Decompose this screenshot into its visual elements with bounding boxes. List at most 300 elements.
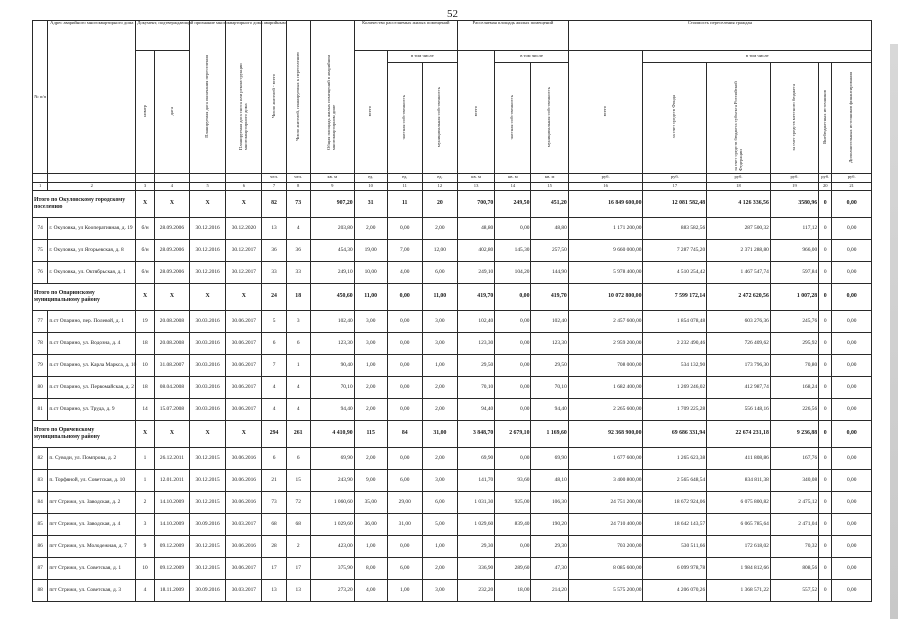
header-cost-all: всего bbox=[568, 51, 643, 174]
header-total-area: Общая площадь жилых помещений в аварийном многоквартирном доме bbox=[310, 21, 354, 174]
address-cell: п.ст Опарино, пер. Полевой, д. 1 bbox=[48, 310, 136, 332]
cell-area: 249,10 bbox=[310, 261, 354, 283]
cell-demol: 30.12.2020 bbox=[226, 217, 262, 239]
cell-docnum: 4 bbox=[136, 579, 155, 601]
cell-e2: 0,00 bbox=[832, 283, 872, 310]
cell-cl: 226,56 bbox=[770, 398, 818, 420]
cell-demol: 30.06.2017 bbox=[226, 332, 262, 354]
cell-q: 8,00 bbox=[354, 557, 387, 579]
cell-cl: 70,32 bbox=[770, 535, 818, 557]
cell-demol: 30.06.2016 bbox=[226, 535, 262, 557]
cell-q: 3,00 bbox=[354, 310, 387, 332]
cell-qm: 2,00 bbox=[422, 557, 457, 579]
cell-docnum: 1 bbox=[136, 447, 155, 469]
cell-pplp: 72 bbox=[286, 491, 310, 513]
header-demolish-date: Планируемая дата сноса или реконструкции многоквартирного дома bbox=[226, 21, 262, 174]
cell-qm: 6,00 bbox=[422, 491, 457, 513]
header-area-vacated: Расселяемая площадь жилых помещений bbox=[457, 21, 568, 51]
cell-area: 243,90 bbox=[310, 469, 354, 491]
column-number: 6 bbox=[226, 182, 262, 190]
cell-cl: 9 236,88 bbox=[770, 420, 818, 447]
cell-c: 9 660 000,00 bbox=[568, 239, 643, 261]
cell-qp: 0,00 bbox=[387, 535, 422, 557]
address-cell: п. Суводи, ул. Помпрова, д. 2 bbox=[48, 447, 136, 469]
cell-area: 69,90 bbox=[310, 447, 354, 469]
resettlement-table bbox=[32, 20, 872, 602]
column-number: 18 bbox=[707, 182, 771, 190]
cell-ppl: 13 bbox=[262, 579, 286, 601]
cell-cf: 1 854 078,48 bbox=[643, 310, 707, 332]
cell-am: 419,70 bbox=[531, 283, 568, 310]
cell-am: 214,20 bbox=[531, 579, 568, 601]
table-row bbox=[33, 217, 872, 239]
cell-qp: 6,00 bbox=[387, 557, 422, 579]
cell-demol: X bbox=[226, 283, 262, 310]
cell-qp: 0,00 bbox=[387, 354, 422, 376]
cell-qp: 1,00 bbox=[387, 579, 422, 601]
cell-c: 2 265 600,00 bbox=[568, 398, 643, 420]
cell-e1: 0 bbox=[819, 579, 832, 601]
cell-pplp: 68 bbox=[286, 513, 310, 535]
header-people-planned: Число жителей, планируемых к переселению bbox=[286, 21, 310, 174]
cell-docnum: X bbox=[136, 283, 155, 310]
cell-e1: 0 bbox=[819, 420, 832, 447]
column-number: 7 bbox=[262, 182, 286, 190]
cell-c: 92 368 900,00 bbox=[568, 420, 643, 447]
cell-ppl: 7 bbox=[262, 354, 286, 376]
row-number: 76 bbox=[33, 261, 48, 283]
cell-ap: 18,00 bbox=[495, 579, 531, 601]
cell-cr: 4 126 336,56 bbox=[707, 190, 771, 217]
cell-q: 35,00 bbox=[354, 491, 387, 513]
unit-cell: руб. bbox=[568, 173, 643, 182]
cell-cl: 295,92 bbox=[770, 332, 818, 354]
cell-qp: 31,00 bbox=[387, 513, 422, 535]
cell-e1: 0 bbox=[819, 283, 832, 310]
cell-ppl: 6 bbox=[262, 332, 286, 354]
cell-q: 19,00 bbox=[354, 239, 387, 261]
address-cell: п. Торфяной, ул. Советская, д. 10 bbox=[48, 469, 136, 491]
cell-ap: 0,00 bbox=[495, 310, 531, 332]
cell-ppl: 13 bbox=[262, 217, 286, 239]
cell-pplp: 13 bbox=[286, 579, 310, 601]
cell-cf: 2 565 648,54 bbox=[643, 469, 707, 491]
cell-qp: 29,00 bbox=[387, 491, 422, 513]
cell-demol: 30.06.2017 bbox=[226, 557, 262, 579]
total-label: Итого по Оричевскому муниципальному району bbox=[33, 420, 136, 447]
cell-e1: 0 bbox=[819, 376, 832, 398]
unit-cell: руб. bbox=[643, 173, 707, 182]
header-cost-incl: в том числе bbox=[643, 51, 872, 63]
cell-e2: 0,00 bbox=[832, 354, 872, 376]
cell-cf: 12 081 582,48 bbox=[643, 190, 707, 217]
cell-e2: 0,00 bbox=[832, 557, 872, 579]
cell-cl: 597,84 bbox=[770, 261, 818, 283]
cell-ap: 2 679,10 bbox=[495, 420, 531, 447]
cell-area: 273,20 bbox=[310, 579, 354, 601]
cell-cf: 4 206 070,26 bbox=[643, 579, 707, 601]
cell-docdate: 12.01.2011 bbox=[154, 469, 189, 491]
row-number: 78 bbox=[33, 332, 48, 354]
cell-docdate: 28.09.2006 bbox=[154, 239, 189, 261]
cell-area: 450,60 bbox=[310, 283, 354, 310]
column-number: 5 bbox=[190, 182, 226, 190]
cell-e2: 0,00 bbox=[832, 310, 872, 332]
cell-demol: 30.03.2017 bbox=[226, 579, 262, 601]
cell-cr: 172 618,02 bbox=[707, 535, 771, 557]
cell-q: 4,00 bbox=[354, 579, 387, 601]
table-row bbox=[33, 332, 872, 354]
total-row bbox=[33, 283, 872, 310]
cell-q: 31 bbox=[354, 190, 387, 217]
cell-plan: 30.03.2016 bbox=[190, 398, 226, 420]
cell-demol: 30.06.2016 bbox=[226, 491, 262, 513]
cell-plan: 30.03.2016 bbox=[190, 310, 226, 332]
cell-docdate: 08.04.2008 bbox=[154, 376, 189, 398]
unit-cell: руб. bbox=[770, 173, 818, 182]
table-row bbox=[33, 376, 872, 398]
cell-am: 102,40 bbox=[531, 310, 568, 332]
header-doc-number: номер bbox=[136, 51, 155, 174]
address-cell: п.ст Опарино, ул. Труда, д. 9 bbox=[48, 398, 136, 420]
cell-qm: 12,00 bbox=[422, 239, 457, 261]
cell-a: 1 029,60 bbox=[457, 513, 494, 535]
header-qty-vacated: Количество расселяемых жилых помещений bbox=[354, 21, 457, 51]
row-number: 77 bbox=[33, 310, 48, 332]
row-number: 85 bbox=[33, 513, 48, 535]
cell-e1: 0 bbox=[819, 310, 832, 332]
cell-docdate: 09.12.2009 bbox=[154, 535, 189, 557]
row-number: 87 bbox=[33, 557, 48, 579]
header-address: Адрес аварийного многоквартирного дома bbox=[48, 21, 136, 174]
header-area-private: частная собственность bbox=[495, 63, 531, 174]
total-label: Итого по Опаринскому муниципальному району bbox=[33, 283, 136, 310]
address-cell: пгт Стрижи, ул. Советская, д. 1 bbox=[48, 557, 136, 579]
cell-area: 1 029,60 bbox=[310, 513, 354, 535]
cell-area: 90,40 bbox=[310, 354, 354, 376]
scan-edge bbox=[890, 44, 898, 619]
cell-pplp: 17 bbox=[286, 557, 310, 579]
cell-docnum: б/н bbox=[136, 217, 155, 239]
cell-cl: 70,80 bbox=[770, 354, 818, 376]
header-planned-date: Планируемая дата окончания переселения bbox=[190, 21, 226, 174]
cell-ppl: 68 bbox=[262, 513, 286, 535]
cell-ap: 0,00 bbox=[495, 376, 531, 398]
column-number: 16 bbox=[568, 182, 643, 190]
cell-c: 8 085 600,00 bbox=[568, 557, 643, 579]
cell-c: 16 849 600,00 bbox=[568, 190, 643, 217]
cell-q: 9,00 bbox=[354, 469, 387, 491]
cell-cf: 883 582,56 bbox=[643, 217, 707, 239]
cell-demol: 30.06.2017 bbox=[226, 398, 262, 420]
table-row bbox=[33, 354, 872, 376]
cell-c: 703 200,00 bbox=[568, 535, 643, 557]
column-number: 1 bbox=[33, 182, 48, 190]
table-row bbox=[33, 310, 872, 332]
cell-qm: 2,00 bbox=[422, 447, 457, 469]
cell-docdate: 18.11.2009 bbox=[154, 579, 189, 601]
cell-e2: 0,00 bbox=[832, 491, 872, 513]
cell-qm: 1,00 bbox=[422, 354, 457, 376]
cell-am: 190,20 bbox=[531, 513, 568, 535]
cell-demol: 30.06.2016 bbox=[226, 469, 262, 491]
table-row bbox=[33, 398, 872, 420]
cell-cr: 411 808,86 bbox=[707, 447, 771, 469]
cell-e1: 0 bbox=[819, 190, 832, 217]
cell-cf: 534 132,90 bbox=[643, 354, 707, 376]
cell-cl: 117,12 bbox=[770, 217, 818, 239]
cell-area: 123,30 bbox=[310, 332, 354, 354]
cell-a: 141,70 bbox=[457, 469, 494, 491]
cell-qm: 3,00 bbox=[422, 310, 457, 332]
cell-pplp: 36 bbox=[286, 239, 310, 261]
cell-am: 70,10 bbox=[531, 376, 568, 398]
cell-cf: 6 099 978,78 bbox=[643, 557, 707, 579]
cell-am: 29,30 bbox=[531, 535, 568, 557]
cell-ap: 0,00 bbox=[495, 354, 531, 376]
cell-am: 29,50 bbox=[531, 354, 568, 376]
table-row bbox=[33, 239, 872, 261]
cell-e2: 0,00 bbox=[832, 261, 872, 283]
cell-ppl: 6 bbox=[262, 447, 286, 469]
cell-q: 2,00 bbox=[354, 376, 387, 398]
unit-cell: ед. bbox=[422, 173, 457, 182]
cell-docnum: 1 bbox=[136, 469, 155, 491]
cell-docdate: X bbox=[154, 283, 189, 310]
cell-c: 1 682 400,00 bbox=[568, 376, 643, 398]
address-cell: г. Окуловка, ул Кооперативная, д. 19 bbox=[48, 217, 136, 239]
cell-e1: 0 bbox=[819, 513, 832, 535]
cell-docnum: X bbox=[136, 190, 155, 217]
cell-plan: 30.12.2015 bbox=[190, 557, 226, 579]
column-number: 10 bbox=[354, 182, 387, 190]
cell-demol: X bbox=[226, 190, 262, 217]
cell-a: 123,30 bbox=[457, 332, 494, 354]
cell-docdate: 20.08.2008 bbox=[154, 310, 189, 332]
address-cell: г. Окуловка, ул Ягорьевская, д. 8 bbox=[48, 239, 136, 261]
cell-e2: 0,00 bbox=[832, 535, 872, 557]
unit-cell: ед. bbox=[387, 173, 422, 182]
cell-ap: 104,20 bbox=[495, 261, 531, 283]
cell-cr: 2 472 620,56 bbox=[707, 283, 771, 310]
cell-ap: 93,60 bbox=[495, 469, 531, 491]
cell-qm: 5,00 bbox=[422, 513, 457, 535]
header-cost-extra2: Дополнительных источников финансирования bbox=[832, 63, 872, 174]
cell-cl: 1 007,28 bbox=[770, 283, 818, 310]
cell-area: 70,10 bbox=[310, 376, 354, 398]
cell-ppl: 17 bbox=[262, 557, 286, 579]
unit-cell: руб. bbox=[832, 173, 872, 182]
cell-ap: 0,00 bbox=[495, 217, 531, 239]
cell-plan: 30.03.2016 bbox=[190, 376, 226, 398]
cell-cr: 834 811,38 bbox=[707, 469, 771, 491]
cell-demol: 30.03.2017 bbox=[226, 513, 262, 535]
total-row bbox=[33, 190, 872, 217]
address-cell: г. Окуловка, ул. Октябрьская, д. 1 bbox=[48, 261, 136, 283]
cell-area: 94,40 bbox=[310, 398, 354, 420]
cell-a: 102,40 bbox=[457, 310, 494, 332]
cell-qm: 2,00 bbox=[422, 376, 457, 398]
cell-ap: 0,00 bbox=[495, 535, 531, 557]
cell-docnum: 3 bbox=[136, 513, 155, 535]
column-number: 9 bbox=[310, 182, 354, 190]
cell-cr: 556 148,16 bbox=[707, 398, 771, 420]
header-qty-municipal: муниципальная собственность bbox=[422, 63, 457, 174]
cell-q: 36,00 bbox=[354, 513, 387, 535]
cell-cr: 412 987,74 bbox=[707, 376, 771, 398]
column-number: 2 bbox=[48, 182, 136, 190]
cell-e1: 0 bbox=[819, 217, 832, 239]
cell-cl: 168,24 bbox=[770, 376, 818, 398]
cell-am: 257,50 bbox=[531, 239, 568, 261]
header-cost-local: за счет средств местного бюджета bbox=[770, 63, 818, 174]
table-row bbox=[33, 535, 872, 557]
cell-e1: 0 bbox=[819, 239, 832, 261]
column-number: 8 bbox=[286, 182, 310, 190]
cell-am: 451,20 bbox=[531, 190, 568, 217]
cell-cr: 6 065 785,64 bbox=[707, 513, 771, 535]
column-number: 15 bbox=[531, 182, 568, 190]
cell-cf: 18 642 143,57 bbox=[643, 513, 707, 535]
cell-e2: 0,00 bbox=[832, 398, 872, 420]
unit-cell: кв. м bbox=[457, 173, 494, 182]
cell-e2: 0,00 bbox=[832, 332, 872, 354]
header-doc-date: дата bbox=[154, 51, 189, 174]
cell-c: 708 000,00 bbox=[568, 354, 643, 376]
cell-docdate: 28.09.2006 bbox=[154, 217, 189, 239]
cell-cr: 1 368 571,22 bbox=[707, 579, 771, 601]
cell-a: 3 848,70 bbox=[457, 420, 494, 447]
cell-a: 69,90 bbox=[457, 447, 494, 469]
cell-cr: 6 075 800,82 bbox=[707, 491, 771, 513]
cell-qm: 20 bbox=[422, 190, 457, 217]
total-label: Итого по Окуловскому городскому поселению bbox=[33, 190, 136, 217]
cell-a: 336,90 bbox=[457, 557, 494, 579]
address-cell: п.ст Опарино, ул. Карла Маркса, д. 10 bbox=[48, 354, 136, 376]
cell-qp: 84 bbox=[387, 420, 422, 447]
cell-cr: 603 276,36 bbox=[707, 310, 771, 332]
cell-qp: 0,00 bbox=[387, 217, 422, 239]
cell-ppl: 73 bbox=[262, 491, 286, 513]
cell-pplp: 4 bbox=[286, 376, 310, 398]
cell-q: 2,00 bbox=[354, 217, 387, 239]
cell-cf: 1 269 246,02 bbox=[643, 376, 707, 398]
cell-cf: 18 672 924,06 bbox=[643, 491, 707, 513]
cell-qm: 2,00 bbox=[422, 217, 457, 239]
unit-cell: чел. bbox=[262, 173, 286, 182]
cell-ppl: 5 bbox=[262, 310, 286, 332]
cell-qm: 2,00 bbox=[422, 398, 457, 420]
cell-qm: 31,00 bbox=[422, 420, 457, 447]
cell-cf: 1 709 225,28 bbox=[643, 398, 707, 420]
cell-a: 232,20 bbox=[457, 579, 494, 601]
cell-cf: 2 232 490,46 bbox=[643, 332, 707, 354]
cell-plan: 30.12.2015 bbox=[190, 491, 226, 513]
cell-c: 5 978 400,00 bbox=[568, 261, 643, 283]
cell-area: 375,90 bbox=[310, 557, 354, 579]
cell-docnum: 9 bbox=[136, 535, 155, 557]
cell-e1: 0 bbox=[819, 398, 832, 420]
cell-pplp: 33 bbox=[286, 261, 310, 283]
cell-pplp: 4 bbox=[286, 398, 310, 420]
cell-ppl: 294 bbox=[262, 420, 286, 447]
cell-cl: 2 471,04 bbox=[770, 513, 818, 535]
cell-am: 94,40 bbox=[531, 398, 568, 420]
cell-a: 29,50 bbox=[457, 354, 494, 376]
cell-e1: 0 bbox=[819, 535, 832, 557]
table-row bbox=[33, 261, 872, 283]
cell-cf: 4 510 254,42 bbox=[643, 261, 707, 283]
cell-e2: 0,00 bbox=[832, 376, 872, 398]
cell-c: 24 751 200,00 bbox=[568, 491, 643, 513]
units-row bbox=[33, 173, 872, 182]
cell-ap: 289,60 bbox=[495, 557, 531, 579]
cell-ap: 0,00 bbox=[495, 283, 531, 310]
cell-plan: 30.12.2015 bbox=[190, 535, 226, 557]
column-number: 21 bbox=[832, 182, 872, 190]
cell-am: 106,30 bbox=[531, 491, 568, 513]
cell-docdate: 28.09.2006 bbox=[154, 261, 189, 283]
cell-ppl: 4 bbox=[262, 398, 286, 420]
cell-am: 69,90 bbox=[531, 447, 568, 469]
cell-am: 47,30 bbox=[531, 557, 568, 579]
cell-demol: 30.12.2017 bbox=[226, 261, 262, 283]
cell-c: 2 959 200,00 bbox=[568, 332, 643, 354]
address-cell: пгт Стрижи, ул. Советская, д. 3 bbox=[48, 579, 136, 601]
cell-e1: 0 bbox=[819, 354, 832, 376]
table-body bbox=[33, 190, 872, 601]
cell-pplp: 1 bbox=[286, 354, 310, 376]
table-row bbox=[33, 513, 872, 535]
cell-c: 3 400 800,00 bbox=[568, 469, 643, 491]
cell-e1: 0 bbox=[819, 447, 832, 469]
cell-area: 4 410,90 bbox=[310, 420, 354, 447]
cell-plan: 30.09.2016 bbox=[190, 579, 226, 601]
cell-am: 144,90 bbox=[531, 261, 568, 283]
cell-ppl: 36 bbox=[262, 239, 286, 261]
cell-ppl: 28 bbox=[262, 535, 286, 557]
cell-a: 249,10 bbox=[457, 261, 494, 283]
cell-cl: 167,76 bbox=[770, 447, 818, 469]
cell-qp: 4,00 bbox=[387, 261, 422, 283]
cell-cr: 287 500,32 bbox=[707, 217, 771, 239]
cell-area: 102,40 bbox=[310, 310, 354, 332]
header-cost-extra: Внебюджетных источников bbox=[819, 63, 832, 174]
cell-c: 24 710 400,00 bbox=[568, 513, 643, 535]
cell-ppl: 21 bbox=[262, 469, 286, 491]
table-row bbox=[33, 557, 872, 579]
unit-cell: кв. м bbox=[495, 173, 531, 182]
cell-cl: 3580,96 bbox=[770, 190, 818, 217]
cell-a: 48,80 bbox=[457, 217, 494, 239]
cell-docdate: 31.08.2007 bbox=[154, 354, 189, 376]
row-number: 75 bbox=[33, 239, 48, 261]
cell-ap: 0,00 bbox=[495, 447, 531, 469]
cell-ap: 145,30 bbox=[495, 239, 531, 261]
cell-docdate: X bbox=[154, 190, 189, 217]
row-number: 83 bbox=[33, 469, 48, 491]
cell-cf: 530 511,66 bbox=[643, 535, 707, 557]
cell-ap: 0,00 bbox=[495, 398, 531, 420]
row-number: 80 bbox=[33, 376, 48, 398]
cell-docnum: 14 bbox=[136, 398, 155, 420]
cell-qm: 3,00 bbox=[422, 579, 457, 601]
cell-ppl: 24 bbox=[262, 283, 286, 310]
row-number: 86 bbox=[33, 535, 48, 557]
cell-cr: 22 674 231,18 bbox=[707, 420, 771, 447]
cell-a: 1 031,30 bbox=[457, 491, 494, 513]
cell-qp: 0,00 bbox=[387, 310, 422, 332]
